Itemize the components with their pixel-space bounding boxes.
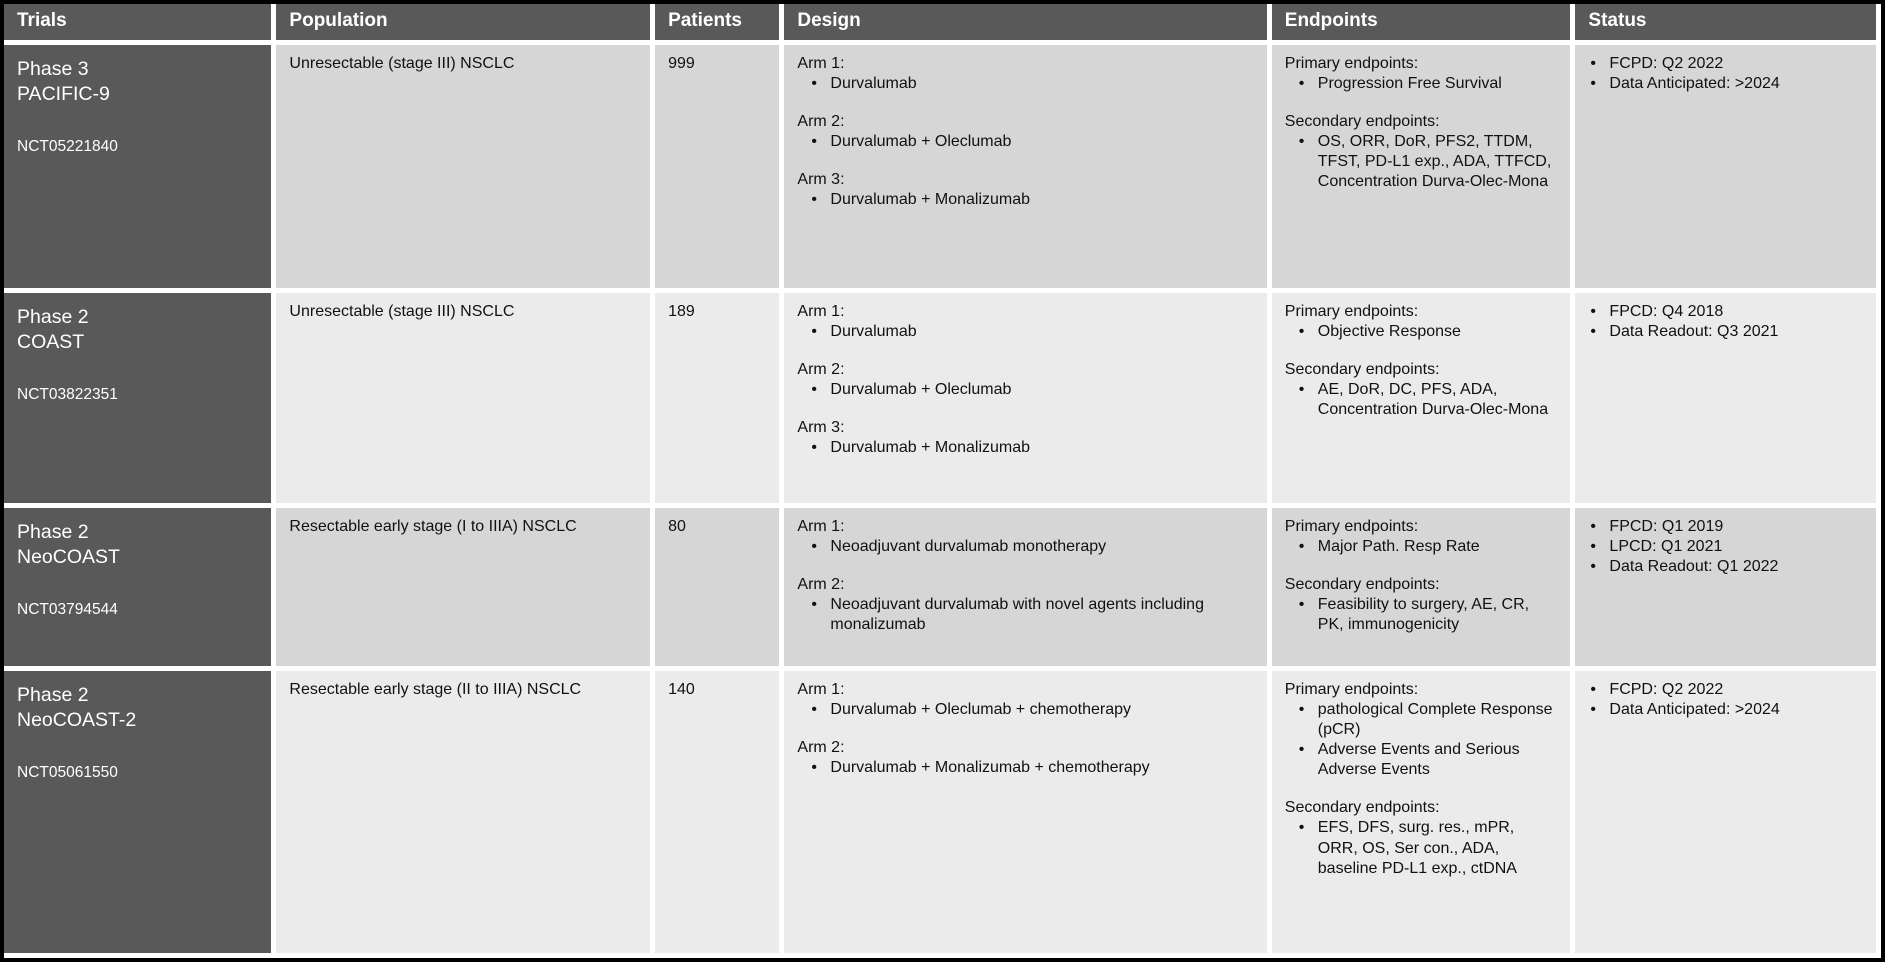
bullet-text: • OS, ORR, DoR, PFS2, TTDM, TFST, PD-L1 exp., ADA, TTFCD, Concentration Durva-Olec-Mona (1317, 132, 1552, 191)
trial-name: NeoCOAST-2 (17, 709, 137, 732)
bullet-item (1299, 380, 1558, 420)
endpoints-cell (1269, 42, 1573, 290)
endpoint-group (1285, 798, 1558, 879)
column-header-status: Status (1573, 4, 1879, 42)
status-text: • LPCD: Q1 2021 (1609, 537, 1723, 555)
status-list (1588, 517, 1863, 577)
bullet-text: • pathological Complete Response (pCR) (1317, 700, 1553, 738)
header-row (4, 4, 1879, 42)
bullet-text: • Major Path. Resp Rate (1317, 537, 1480, 555)
bullet-list (797, 595, 1253, 635)
endpoint-group-label: Secondary endpoints: (1284, 360, 1440, 378)
trial-cell (4, 505, 274, 668)
status-item (1590, 74, 1863, 94)
bullet-item (811, 74, 1253, 94)
bullet-item (811, 758, 1253, 778)
bullet-text: • Neoadjuvant durvalumab with novel agents including monalizumab (830, 595, 1204, 634)
trial-cell (4, 290, 274, 505)
population-cell: Resectable early stage (I to IIIA) NSCLC (274, 505, 653, 668)
design-arm (797, 680, 1253, 720)
bullet-item (811, 537, 1253, 557)
bullet-text: • Objective Response (1317, 322, 1461, 340)
bullet-list (797, 700, 1253, 720)
trial-phase: Phase 3 (17, 57, 89, 80)
bullet-list (1285, 74, 1558, 94)
endpoint-group-label: Primary endpoints: (1284, 302, 1419, 320)
design-arm (797, 517, 1253, 557)
bullet-item (1299, 818, 1558, 878)
bullet-text: • Neoadjuvant durvalumab monotherapy (830, 537, 1107, 555)
bullet-item (1299, 74, 1558, 94)
status-item (1590, 680, 1863, 700)
design-arm (797, 170, 1253, 210)
status-cell (1573, 42, 1879, 290)
bullet-item (811, 438, 1253, 458)
bullet-list (1285, 700, 1558, 781)
bullet-list (797, 322, 1253, 342)
endpoint-group-label: Primary endpoints: (1284, 54, 1419, 72)
status-text: • Data Readout: Q1 2022 (1609, 557, 1779, 575)
bullet-text: • Durvalumab + Oleclumab + chemotherapy (830, 700, 1131, 718)
trial-phase: Phase 2 (17, 683, 89, 706)
design-arm (797, 302, 1253, 342)
trial-phase: Phase 2 (17, 520, 89, 543)
bullet-text: • Durvalumab (830, 74, 917, 92)
endpoint-group-label: Primary endpoints: (1284, 517, 1419, 535)
bullet-text: • Durvalumab + Oleclumab (830, 380, 1012, 398)
endpoint-group-label: Secondary endpoints: (1284, 112, 1440, 130)
status-list (1588, 54, 1863, 94)
design-arm (797, 360, 1253, 400)
arm-label: Arm 1: (797, 517, 845, 535)
arm-label: Arm 2: (797, 112, 845, 130)
arm-label: Arm 3: (797, 171, 845, 189)
patients-cell: 189 (653, 290, 782, 505)
bullet-item (1299, 132, 1558, 192)
bullet-list (797, 758, 1253, 778)
trial-phase: Phase 2 (17, 305, 89, 328)
endpoint-group-label: Secondary endpoints: (1284, 575, 1440, 593)
status-text: • FPCD: Q1 2019 (1609, 517, 1724, 535)
endpoint-group (1285, 360, 1558, 420)
table-row-coast (4, 290, 1879, 505)
trial-name: NeoCOAST (17, 546, 120, 569)
arm-label: Arm 3: (797, 419, 845, 437)
status-list (1588, 302, 1863, 342)
table-row-pacific-9 (4, 42, 1879, 290)
bullet-list (1285, 537, 1558, 557)
table-row-neocoast-2 (4, 668, 1879, 956)
clinical-trials-table (4, 4, 1881, 958)
design-cell (782, 290, 1269, 505)
endpoints-cell (1269, 290, 1573, 505)
bullet-text: • Feasibility to surgery, AE, CR, PK, immunogenicity (1317, 595, 1530, 634)
trial-nct-id: NCT03822351 (17, 385, 118, 403)
bullet-text: • Adverse Events and Serious Adverse Events (1317, 740, 1520, 779)
status-item (1590, 54, 1863, 74)
status-cell (1573, 505, 1879, 668)
bullet-text: • Durvalumab + Monalizumab (830, 191, 1031, 209)
endpoints-cell (1269, 668, 1573, 956)
population-cell: Unresectable (stage III) NSCLC (274, 290, 653, 505)
endpoint-group-label: Primary endpoints: (1284, 680, 1419, 698)
endpoint-group (1285, 517, 1558, 557)
status-item (1590, 302, 1863, 322)
bullet-item (1299, 740, 1558, 780)
patients-cell: 80 (653, 505, 782, 668)
population-cell: Unresectable (stage III) NSCLC (274, 42, 653, 290)
bullet-item (811, 380, 1253, 400)
design-cell (782, 505, 1269, 668)
bullet-list (1285, 595, 1558, 635)
bullet-list (797, 132, 1253, 152)
status-text: • FCPD: Q2 2022 (1609, 54, 1724, 72)
design-arm (797, 575, 1253, 635)
bullet-list (1285, 380, 1558, 420)
patients-cell: 999 (653, 42, 782, 290)
bullet-item (811, 190, 1253, 210)
status-item (1590, 557, 1863, 577)
status-item (1590, 537, 1863, 557)
design-arm (797, 54, 1253, 94)
arm-label: Arm 1: (797, 54, 845, 72)
bullet-item (1299, 700, 1558, 740)
status-cell (1573, 668, 1879, 956)
column-header-design: Design (782, 4, 1269, 42)
bullet-text: • EFS, DFS, surg. res., mPR, ORR, OS, Ser con., ADA, baseline PD-L1 exp., ctDNA (1317, 819, 1517, 877)
column-header-endpoints: Endpoints (1269, 4, 1573, 42)
trial-nct-id: NCT05221840 (17, 137, 118, 155)
bullet-list (1285, 132, 1558, 192)
bullet-list (797, 74, 1253, 94)
patients-cell: 140 (653, 668, 782, 956)
table-row-neocoast (4, 505, 1879, 668)
bullet-list (797, 190, 1253, 210)
status-text: • FCPD: Q2 2022 (1609, 680, 1724, 698)
status-text: • Data Anticipated: >2024 (1609, 74, 1780, 92)
arm-label: Arm 2: (797, 360, 845, 378)
bullet-item (1299, 537, 1558, 557)
column-header-population: Population (274, 4, 653, 42)
column-header-trials: Trials (4, 4, 274, 42)
endpoints-cell (1269, 505, 1573, 668)
population-cell: Resectable early stage (II to IIIA) NSCLC (274, 668, 653, 956)
bullet-item (811, 595, 1253, 635)
arm-label: Arm 1: (797, 302, 845, 320)
status-item (1590, 700, 1863, 720)
endpoint-group (1285, 112, 1558, 193)
status-list (1588, 680, 1863, 720)
design-cell (782, 42, 1269, 290)
bullet-text: • Progression Free Survival (1317, 74, 1502, 92)
bullet-item (811, 322, 1253, 342)
endpoint-group (1285, 680, 1558, 781)
bullet-item (1299, 322, 1558, 342)
trial-cell (4, 42, 274, 290)
trial-name: PACIFIC-9 (17, 83, 110, 106)
bullet-list (797, 380, 1253, 400)
bullet-text: • AE, DoR, DC, PFS, ADA, Concentration Durva-Olec-Mona (1317, 380, 1549, 419)
status-cell (1573, 290, 1879, 505)
bullet-list (797, 537, 1253, 557)
design-arm (797, 738, 1253, 778)
status-text: • Data Anticipated: >2024 (1609, 700, 1780, 718)
bullet-item (1299, 595, 1558, 635)
endpoint-group (1285, 54, 1558, 94)
endpoint-group-label: Secondary endpoints: (1284, 799, 1440, 817)
bullet-text: • Durvalumab + Monalizumab (830, 439, 1031, 457)
status-text: • FPCD: Q4 2018 (1609, 302, 1724, 320)
status-text: • Data Readout: Q3 2021 (1609, 322, 1779, 340)
arm-label: Arm 1: (797, 680, 845, 698)
bullet-text: • Durvalumab + Oleclumab (830, 132, 1012, 150)
bullet-text: • Durvalumab + Monalizumab + chemotherapy (830, 758, 1150, 776)
trial-nct-id: NCT03794544 (17, 600, 118, 618)
trial-name: COAST (17, 331, 85, 354)
endpoint-group (1285, 302, 1558, 342)
trial-cell (4, 668, 274, 956)
design-cell (782, 668, 1269, 956)
design-arm (797, 418, 1253, 458)
bullet-list (1285, 818, 1558, 878)
trial-nct-id: NCT05061550 (17, 763, 118, 781)
bullet-item (811, 700, 1253, 720)
status-item (1590, 517, 1863, 537)
status-item (1590, 322, 1863, 342)
arm-label: Arm 2: (797, 738, 845, 756)
arm-label: Arm 2: (797, 575, 845, 593)
bullet-text: • Durvalumab (830, 322, 917, 340)
bullet-item (811, 132, 1253, 152)
bullet-list (797, 438, 1253, 458)
endpoint-group (1285, 575, 1558, 635)
column-header-patients: Patients (653, 4, 782, 42)
bullet-list (1285, 322, 1558, 342)
design-arm (797, 112, 1253, 152)
